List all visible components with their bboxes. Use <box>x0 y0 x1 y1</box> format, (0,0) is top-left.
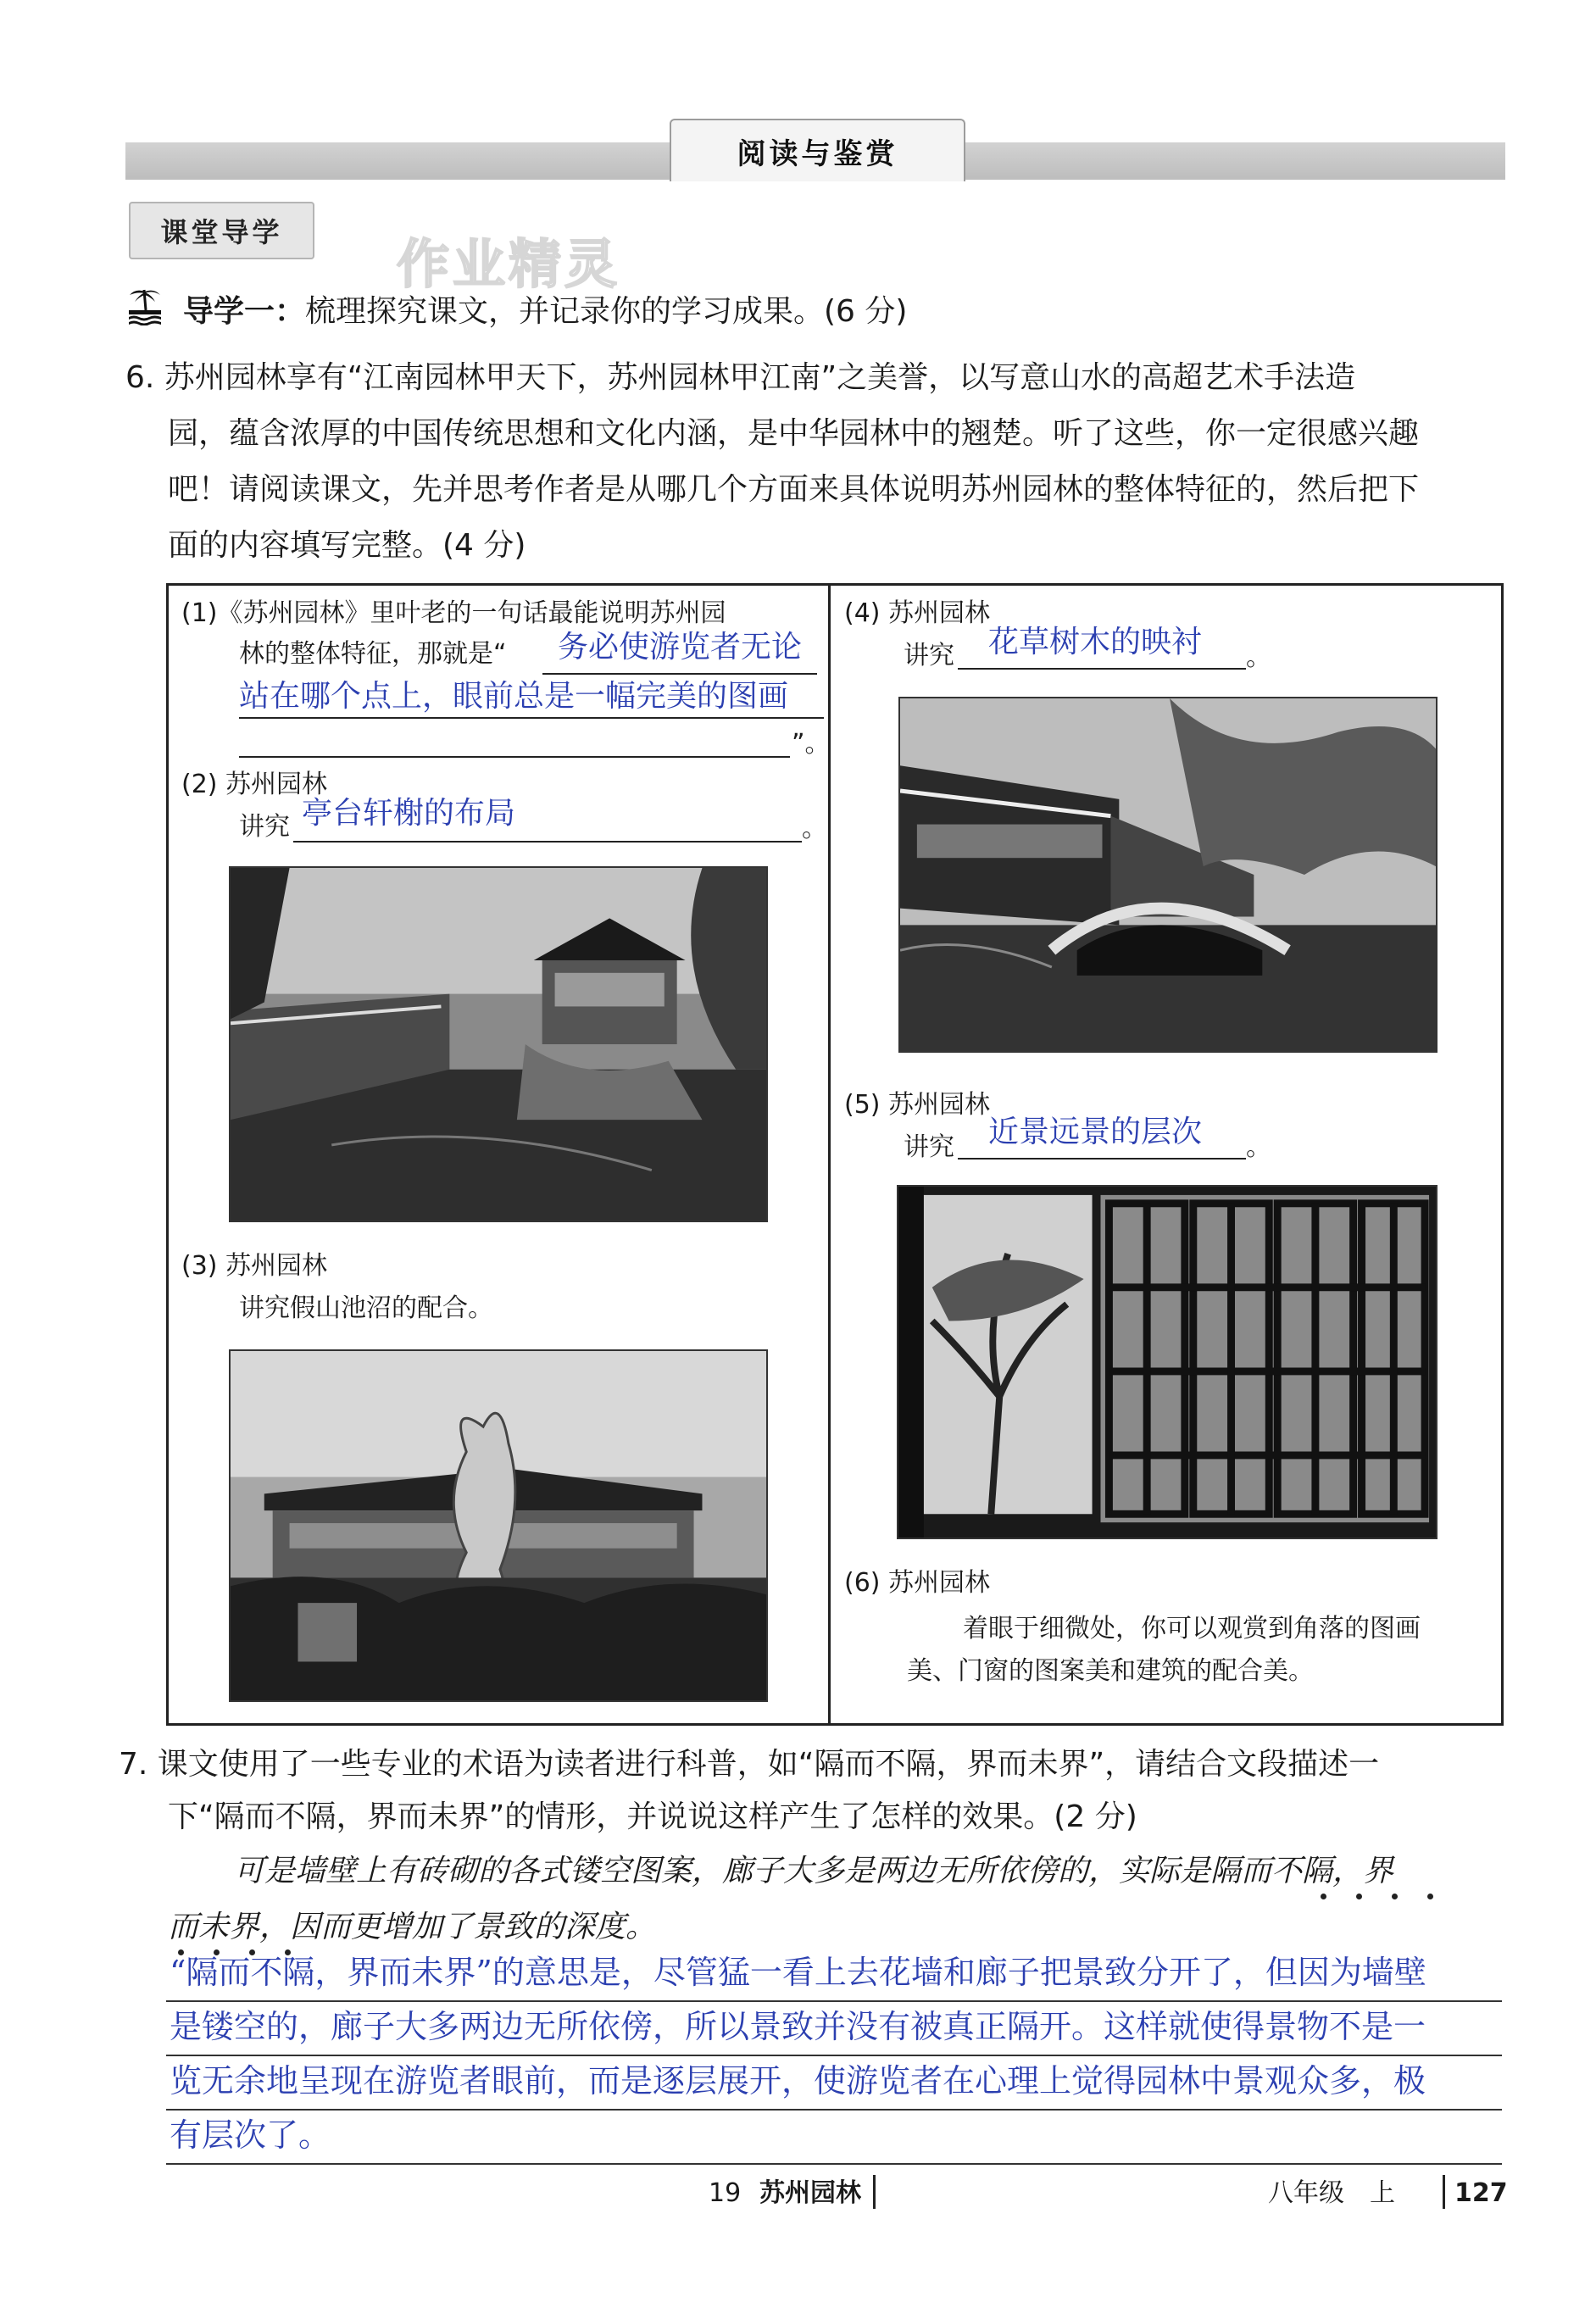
cell4-end: 。 <box>1246 642 1271 672</box>
emphasis-dot <box>1321 1894 1326 1899</box>
answer-rule <box>166 2163 1502 2165</box>
footer-lesson-title: 苏州园林 <box>759 2178 861 2208</box>
cell2-title: (2) 苏州园林 <box>181 770 328 799</box>
q6-line-4: 面的内容填写完整。(4 分) <box>168 528 526 563</box>
q6-line-2: 园，蕴含浓厚的中国传统思想和文化内涵，是中华园林中的翘楚。听了这些，你一定很感兴趣 <box>168 416 1420 451</box>
cell4-title: (4) 苏州园林 <box>844 598 991 628</box>
watermark: 作业精灵 <box>397 233 621 295</box>
q7-quote-1: 可是墙壁上有砖砌的各式镂空图案，廊子大多是两边无所依傍的，实际是隔而不隔，界 <box>234 1854 1394 1888</box>
cell4-prefix: 讲究 <box>904 641 954 670</box>
q7-line-2: 下“隔而不隔，界而未界”的情形，并说说这样产生了怎样的效果。(2 分) <box>168 1799 1137 1834</box>
cell3-title: (3) 苏州园林 <box>181 1251 328 1281</box>
cell4-answer: 花草树木的映衬 <box>988 625 1203 659</box>
q6-line-3: 吧！请阅读课文，先并思考作者是从哪几个方面来具体说明苏州园林的整体特征的，然后把下 <box>168 472 1420 507</box>
cell2-end: 。 <box>802 814 827 843</box>
cell6-line1: 着眼于细微处，你可以观赏到角落的图画 <box>963 1614 1421 1643</box>
q7-quote-2: 而未界，因而更增加了景致的深度。 <box>168 1910 657 1944</box>
cell1-line1: (1)《苏州园林》里叶老的一句话最能说明苏州园 <box>181 598 726 628</box>
q6-line-1: 6. 苏州园林享有“江南园林甲天下，苏州园林甲江南”之美誉，以写意山水的高超艺术手法造 <box>125 360 1356 395</box>
q7-answer-line-2: 是镂空的，廊子大多两边无所依傍，所以景致并没有被真正隔开。这样就使得景物不是一 <box>170 2008 1426 2045</box>
cell5-title: (5) 苏州园林 <box>844 1090 991 1120</box>
q7-line-1: 7. 课文使用了一些专业的术语为读者进行科普，如“隔而不隔，界而未界”，请结合文段描述一 <box>119 1747 1380 1782</box>
guide-line <box>183 293 907 331</box>
footer-divider <box>873 2175 876 2209</box>
garden-bridge-photo <box>898 697 1438 1053</box>
emphasis-dot <box>1392 1894 1398 1899</box>
q7-answer-line-3: 览无余地呈现在游览者眼前，而是逐层展开，使游览者在心理上觉得园林中景观众多，极 <box>170 2062 1426 2099</box>
page-number: 127 <box>1454 2178 1508 2208</box>
cell1-underline-2 <box>239 717 824 719</box>
cell2-prefix: 讲究 <box>239 812 290 842</box>
cell6-line2: 美、门窗的图案美和建筑的配合美。 <box>907 1656 1314 1686</box>
garden-pavilion-photo <box>229 866 768 1222</box>
rockery-photo <box>229 1349 768 1702</box>
cell2-underline <box>293 841 802 843</box>
emphasis-dot <box>1356 1894 1362 1899</box>
cell1-line2: 林的整体特征，那就是“ <box>239 639 507 669</box>
guide-label: 导学一： <box>183 294 306 329</box>
cell2-answer: 亭台轩榭的布局 <box>302 796 516 831</box>
emphasis-dot <box>1427 1894 1433 1899</box>
lattice-window-photo <box>897 1185 1438 1539</box>
guide-text: 梳理探究课文，并记录你的学习成果。(6 分) <box>305 294 908 329</box>
island-icon <box>127 285 163 325</box>
cell1-answer-a: 务必使游览者无论 <box>558 630 803 665</box>
footer-grade: 八年级 上 <box>1268 2178 1395 2208</box>
cell1-answer-b: 站在哪个点上，眼前总是一幅完美的图画 <box>239 679 789 714</box>
cell1-underline-3 <box>239 756 790 758</box>
cell5-underline <box>958 1158 1246 1160</box>
cell6-title: (6) 苏州园林 <box>844 1568 991 1598</box>
footer-divider <box>1443 2175 1445 2209</box>
cell3-text: 讲究假山池沼的配合。 <box>239 1293 493 1323</box>
cell1-underline-1 <box>542 673 817 675</box>
cell5-prefix: 讲究 <box>904 1132 954 1162</box>
answer-rule <box>166 2000 1502 2002</box>
answer-rule <box>166 2109 1502 2111</box>
section-title: 阅读与鉴赏 <box>670 119 965 181</box>
cell4-underline <box>958 668 1246 670</box>
q7-answer-line-1: “隔而不隔，界而未界”的意思是，尽管猛一看上去花墙和廊子把景致分开了，但因为墙壁 <box>170 1954 1426 1991</box>
footer-lesson-no: 19 <box>709 2178 742 2208</box>
cell5-answer: 近景远景的层次 <box>988 1115 1203 1149</box>
cell1-end: ”。 <box>792 729 831 759</box>
cell5-end: 。 <box>1246 1132 1271 1162</box>
q7-answer-line-4: 有层次了。 <box>170 2116 331 2154</box>
class-guide-badge: 课堂导学 <box>129 202 314 259</box>
answer-rule <box>166 2055 1502 2056</box>
